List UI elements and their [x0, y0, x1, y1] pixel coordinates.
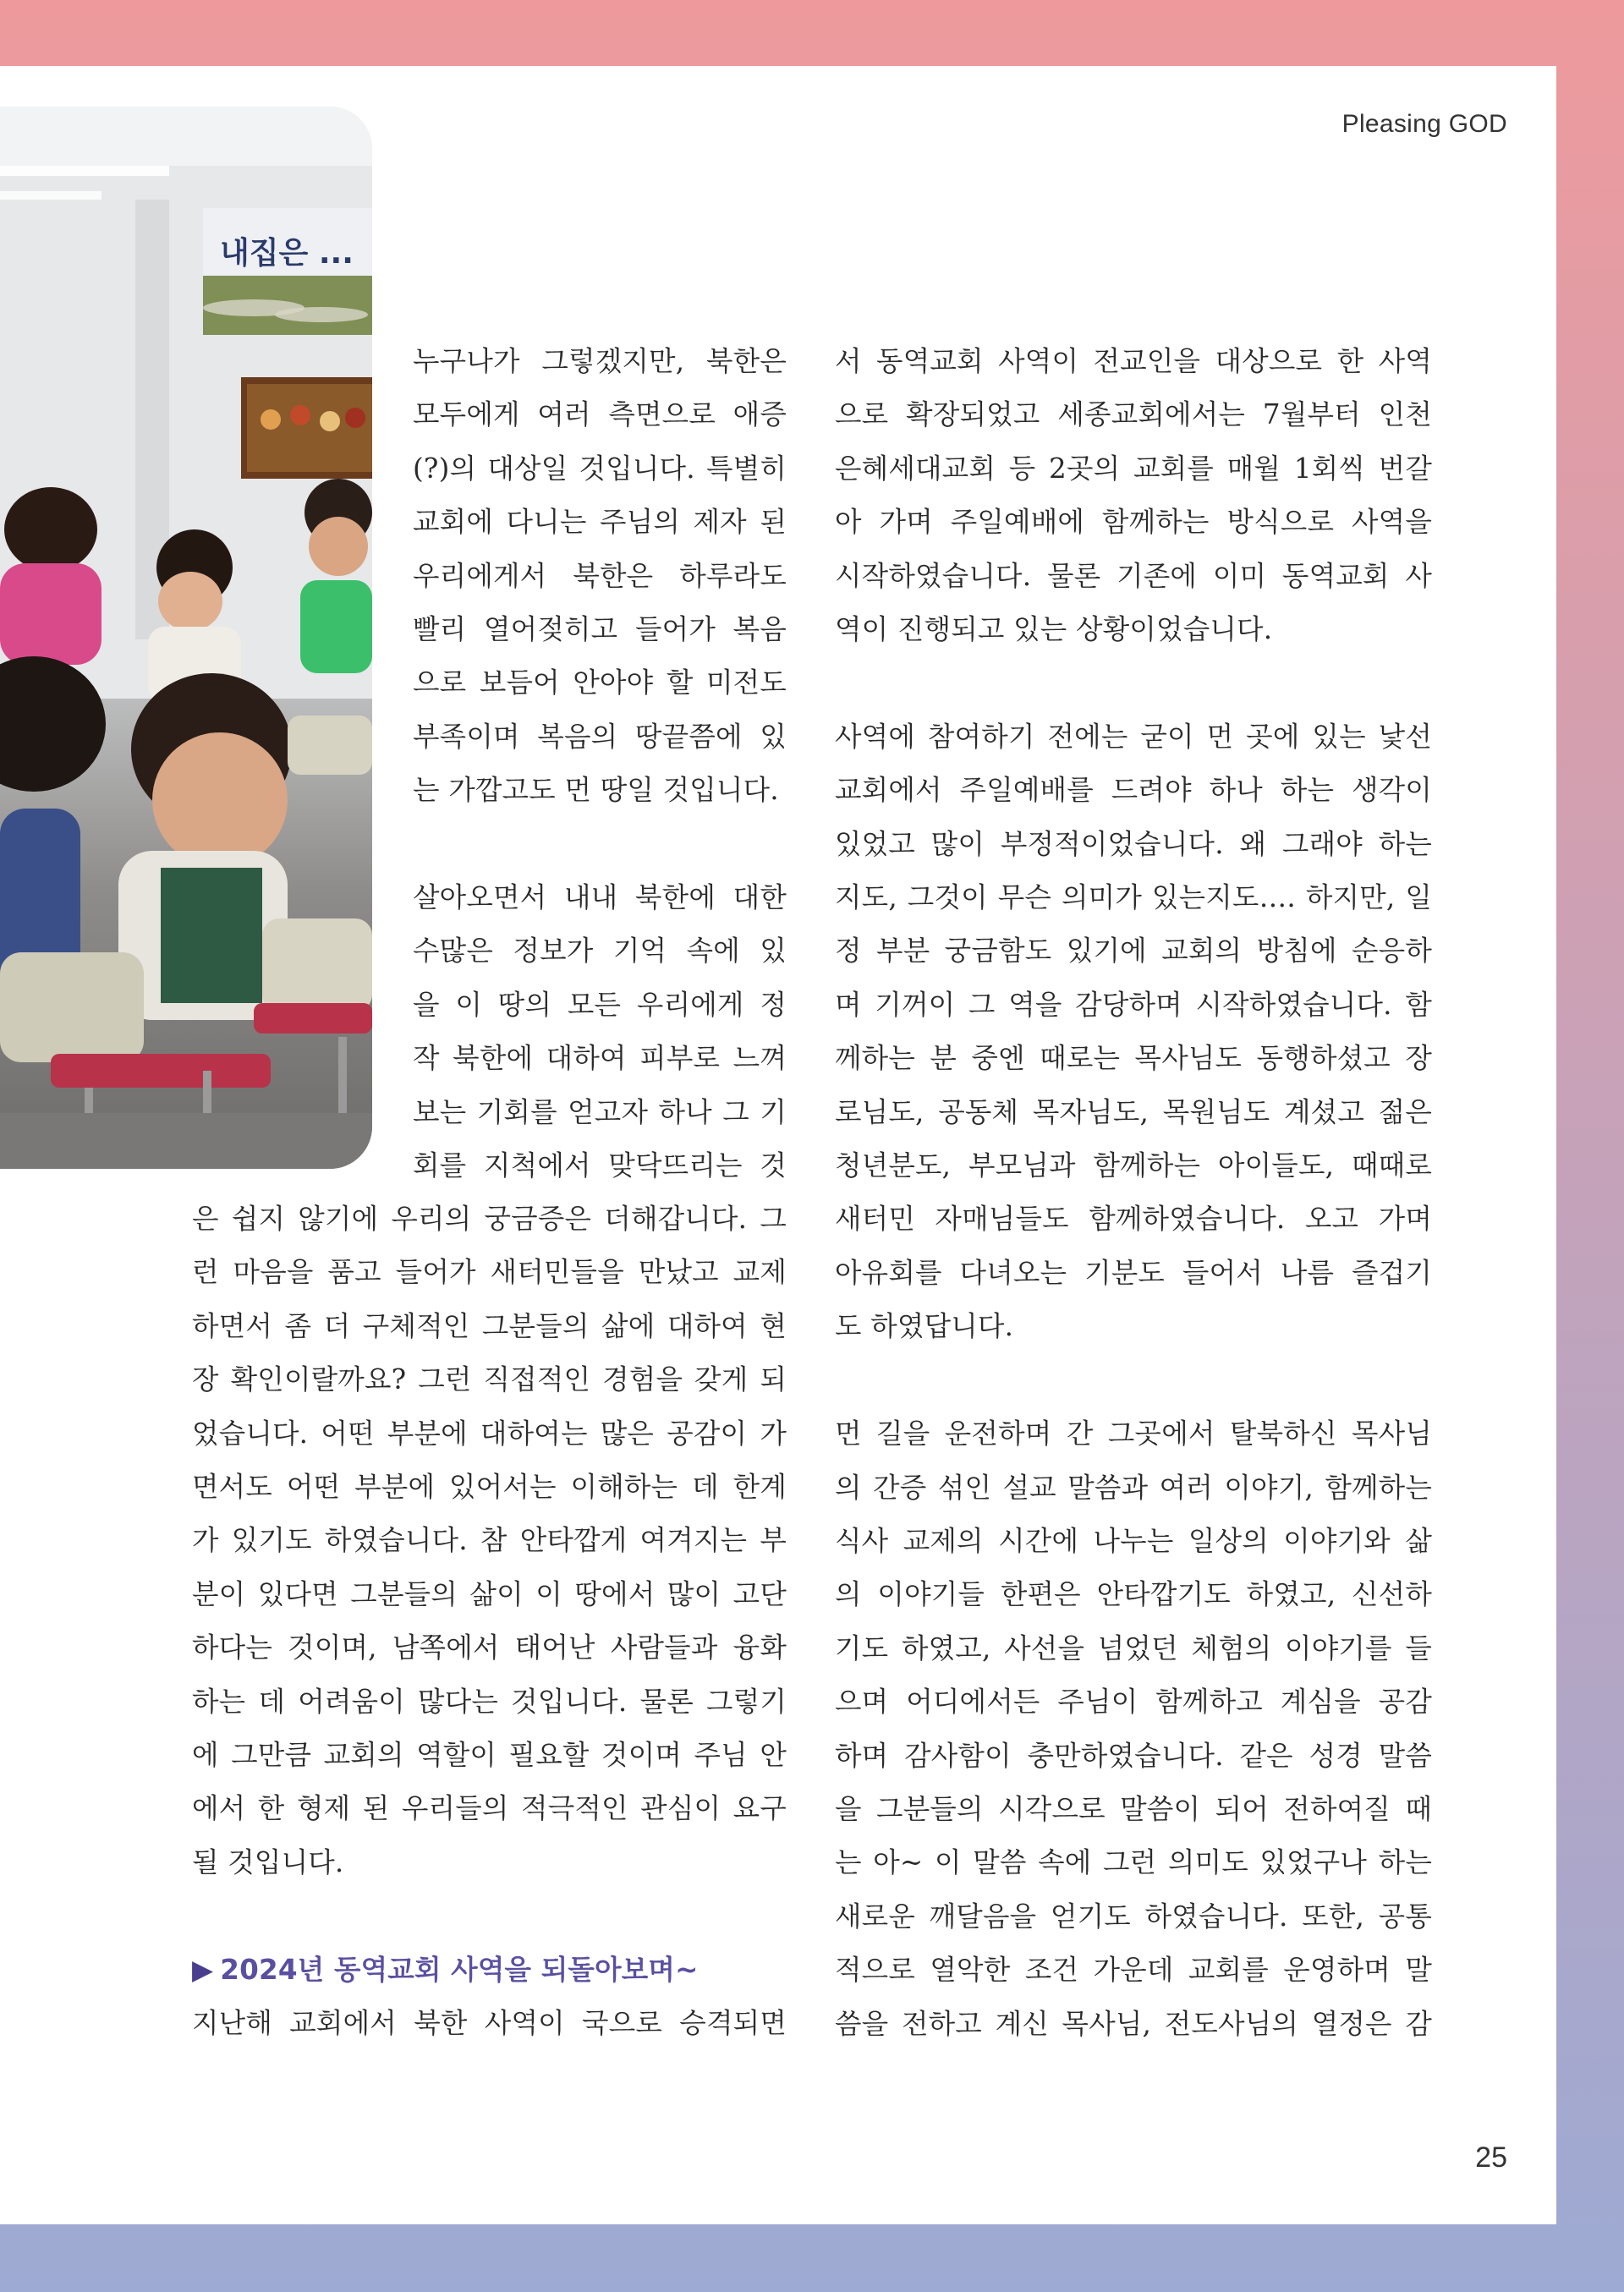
text-line: 적으로 열악한 조건 가운데 교회를 운영하며 말 — [835, 1954, 1432, 1987]
text-line: 시작하였습니다. 물론 기존에 이미 동역교회 사 — [835, 559, 1432, 592]
running-head: Pleasing GOD — [1341, 110, 1507, 138]
text-line: 아 가며 주일예배에 함께하는 방식으로 사역을 — [835, 506, 1432, 539]
paragraph-experience — [413, 871, 787, 1193]
paragraph-reflection — [835, 1407, 1432, 2051]
text-line: 누구나가 그렇겠지만, 북한은 — [413, 345, 787, 377]
left-column-wrapped — [413, 335, 787, 1193]
photo-banner-text: 내집은 ... — [220, 236, 354, 271]
text-line: 살아오면서 내내 북한에 대한 — [413, 881, 787, 914]
text-line: 분이 있다면 그분들의 삶이 이 땅에서 많이 고단 — [192, 1577, 787, 1610]
text-line: 새터민 자매님들도 함께하였습니다. 오고 가며 — [835, 1203, 1432, 1236]
text-line: 에 그만큼 교회의 역할이 필요할 것이며 주님 안 — [192, 1739, 787, 1772]
section-block — [192, 1944, 787, 2051]
play-arrow-icon: ▶ — [192, 1953, 214, 1986]
right-column — [835, 335, 1432, 2051]
section-heading — [192, 1944, 787, 1997]
text-line: 청년분도, 부모님과 함께하는 아이들도, 때때로 — [835, 1149, 1432, 1182]
text-line: 의 간증 섞인 설교 말씀과 여러 이야기, 함께하는 — [835, 1471, 1432, 1504]
text-line: 지도, 그것이 무슨 의미가 있는지도…. 하지만, 일 — [835, 881, 1432, 914]
page-number: 25 — [1475, 2141, 1507, 2174]
paragraph-experience-cont — [192, 1193, 787, 1889]
text-line: 교회에서 주일예배를 드려야 하나 하는 생각이 — [835, 774, 1432, 807]
text-line: 께하는 분 중엔 때로는 목사님도 동행하셨고 장 — [835, 1042, 1432, 1075]
text-line: 정 부분 궁금함도 있기에 교회의 방침에 순응하 — [835, 935, 1432, 968]
text-line: 은혜세대교회 등 2곳의 교회를 매월 1회씩 번갈 — [835, 452, 1432, 485]
text-line: 을 이 땅의 모든 우리에게 정 — [413, 988, 787, 1021]
text-line: 하면서 좀 더 구체적인 그분들의 삶에 대하여 현 — [192, 1309, 787, 1342]
text-line: 에서 한 형제 된 우리들의 적극적인 관심이 요구 — [192, 1792, 787, 1825]
text-line: 으로 확장되었고 세종교회에서는 7월부터 인천 — [835, 398, 1432, 431]
text-line: 의 이야기들 한편은 안타깝기도 하였고, 신선하 — [835, 1578, 1432, 1611]
paragraph-ministry-expansion — [835, 335, 1432, 656]
text-line: 가 있기도 하였습니다. 참 안타깝게 여겨지는 부 — [192, 1524, 787, 1557]
text-line: 런 마음을 품고 들어가 새터민들을 만났고 교제 — [192, 1256, 787, 1289]
text-line: 는 아~ 이 말씀 속에 그런 의미도 있었구나 하는 — [835, 1846, 1432, 1879]
text-line: 수많은 정보가 기억 속에 있 — [413, 935, 787, 968]
text-line: 하는 데 어려움이 많다는 것입니다. 물론 그렇기 — [192, 1685, 787, 1718]
text-line: 우리에게서 북한은 하루라도 — [413, 559, 787, 592]
text-line: 서 동역교회 사역이 전교인을 대상으로 한 사역 — [835, 345, 1432, 377]
text-line: 로님도, 공동체 목자님도, 목원님도 계셨고 젊은 — [835, 1095, 1432, 1128]
text-line: 도 하였답니다. — [835, 1310, 1014, 1343]
text-line: 사역에 참여하기 전에는 굳이 먼 곳에 있는 낯선 — [835, 720, 1432, 753]
text-line: 될 것입니다. — [192, 1845, 344, 1878]
text-line: 으며 어디에서든 주님이 함께하고 계심을 공감 — [835, 1686, 1432, 1719]
section-title: 2024년 동역교회 사역을 되돌아보며~ — [220, 1953, 699, 1986]
text-line: 있었고 많이 부정적이었습니다. 왜 그래야 하는 — [835, 827, 1432, 860]
text-line: 회를 지척에서 맞닥뜨리는 것 — [413, 1149, 787, 1182]
paragraph-intro — [413, 335, 787, 818]
text-line: 면서도 어떤 부분에 있어서는 이해하는 데 한계 — [192, 1471, 787, 1504]
text-line: (?)의 대상일 것입니다. 특별히 — [413, 452, 787, 485]
text-line: 모두에게 여러 측면으로 애증 — [413, 398, 787, 431]
text-line: 며 기꺼이 그 역을 감당하며 시작하였습니다. 함 — [835, 988, 1432, 1021]
paragraph-participation — [835, 710, 1432, 1354]
magazine-page — [0, 66, 1556, 2224]
text-line: 식사 교제의 시간에 나누는 일상의 이야기와 삶 — [835, 1524, 1432, 1557]
text-line: 씀을 전하고 계신 목사님, 전도사님의 열정은 감 — [835, 2007, 1432, 2040]
text-line: 기도 하였고, 사선을 넘었던 체험의 이야기를 들 — [835, 1631, 1432, 1664]
text-line: 으로 보듬어 안아야 할 미전도 — [413, 666, 787, 699]
text-line: 을 그분들의 시각으로 말씀이 되어 전하여질 때 — [835, 1792, 1432, 1825]
text-line: 는 가깝고도 먼 땅일 것입니다. — [413, 774, 779, 807]
text-line: 은 쉽지 않기에 우리의 궁금증은 더해갑니다. 그 — [192, 1203, 787, 1235]
text-line: 하며 감사함이 충만하였습니다. 같은 성경 말씀 — [835, 1739, 1432, 1772]
text-line: 아유회를 다녀오는 기분도 들어서 나름 즐겁기 — [835, 1256, 1432, 1289]
text-line: 빨리 열어젖히고 들어가 복음 — [413, 613, 787, 646]
text-line: 장 확인이랄까요? 그런 직접적인 경험을 갖게 되 — [192, 1363, 787, 1396]
text-line: 새로운 깨달음을 얻기도 하였습니다. 또한, 공통 — [835, 1900, 1432, 1933]
worship-photo — [0, 107, 372, 1169]
left-column-full — [192, 1193, 787, 2050]
text-line: 부족이며 복음의 땅끝쯤에 있 — [413, 720, 787, 753]
text-line: 작 북한에 대하여 피부로 느껴 — [413, 1042, 787, 1075]
text-line: 었습니다. 어떤 부분에 대하여는 많은 공감이 가 — [192, 1417, 787, 1450]
text-line: 역이 진행되고 있는 상황이었습니다. — [835, 613, 1273, 646]
text-line: 지난해 교회에서 북한 사역이 국으로 승격되면 — [192, 2007, 787, 2040]
text-line: 먼 길을 운전하며 간 그곳에서 탈북하신 목사님 — [835, 1417, 1432, 1450]
text-line: 보는 기회를 얻고자 하나 그 기 — [413, 1095, 787, 1128]
text-line: 교회에 다니는 주님의 제자 된 — [413, 506, 787, 539]
text-line: 하다는 것이며, 남쪽에서 태어난 사람들과 융화 — [192, 1631, 787, 1664]
photo-illustration — [0, 107, 372, 1169]
